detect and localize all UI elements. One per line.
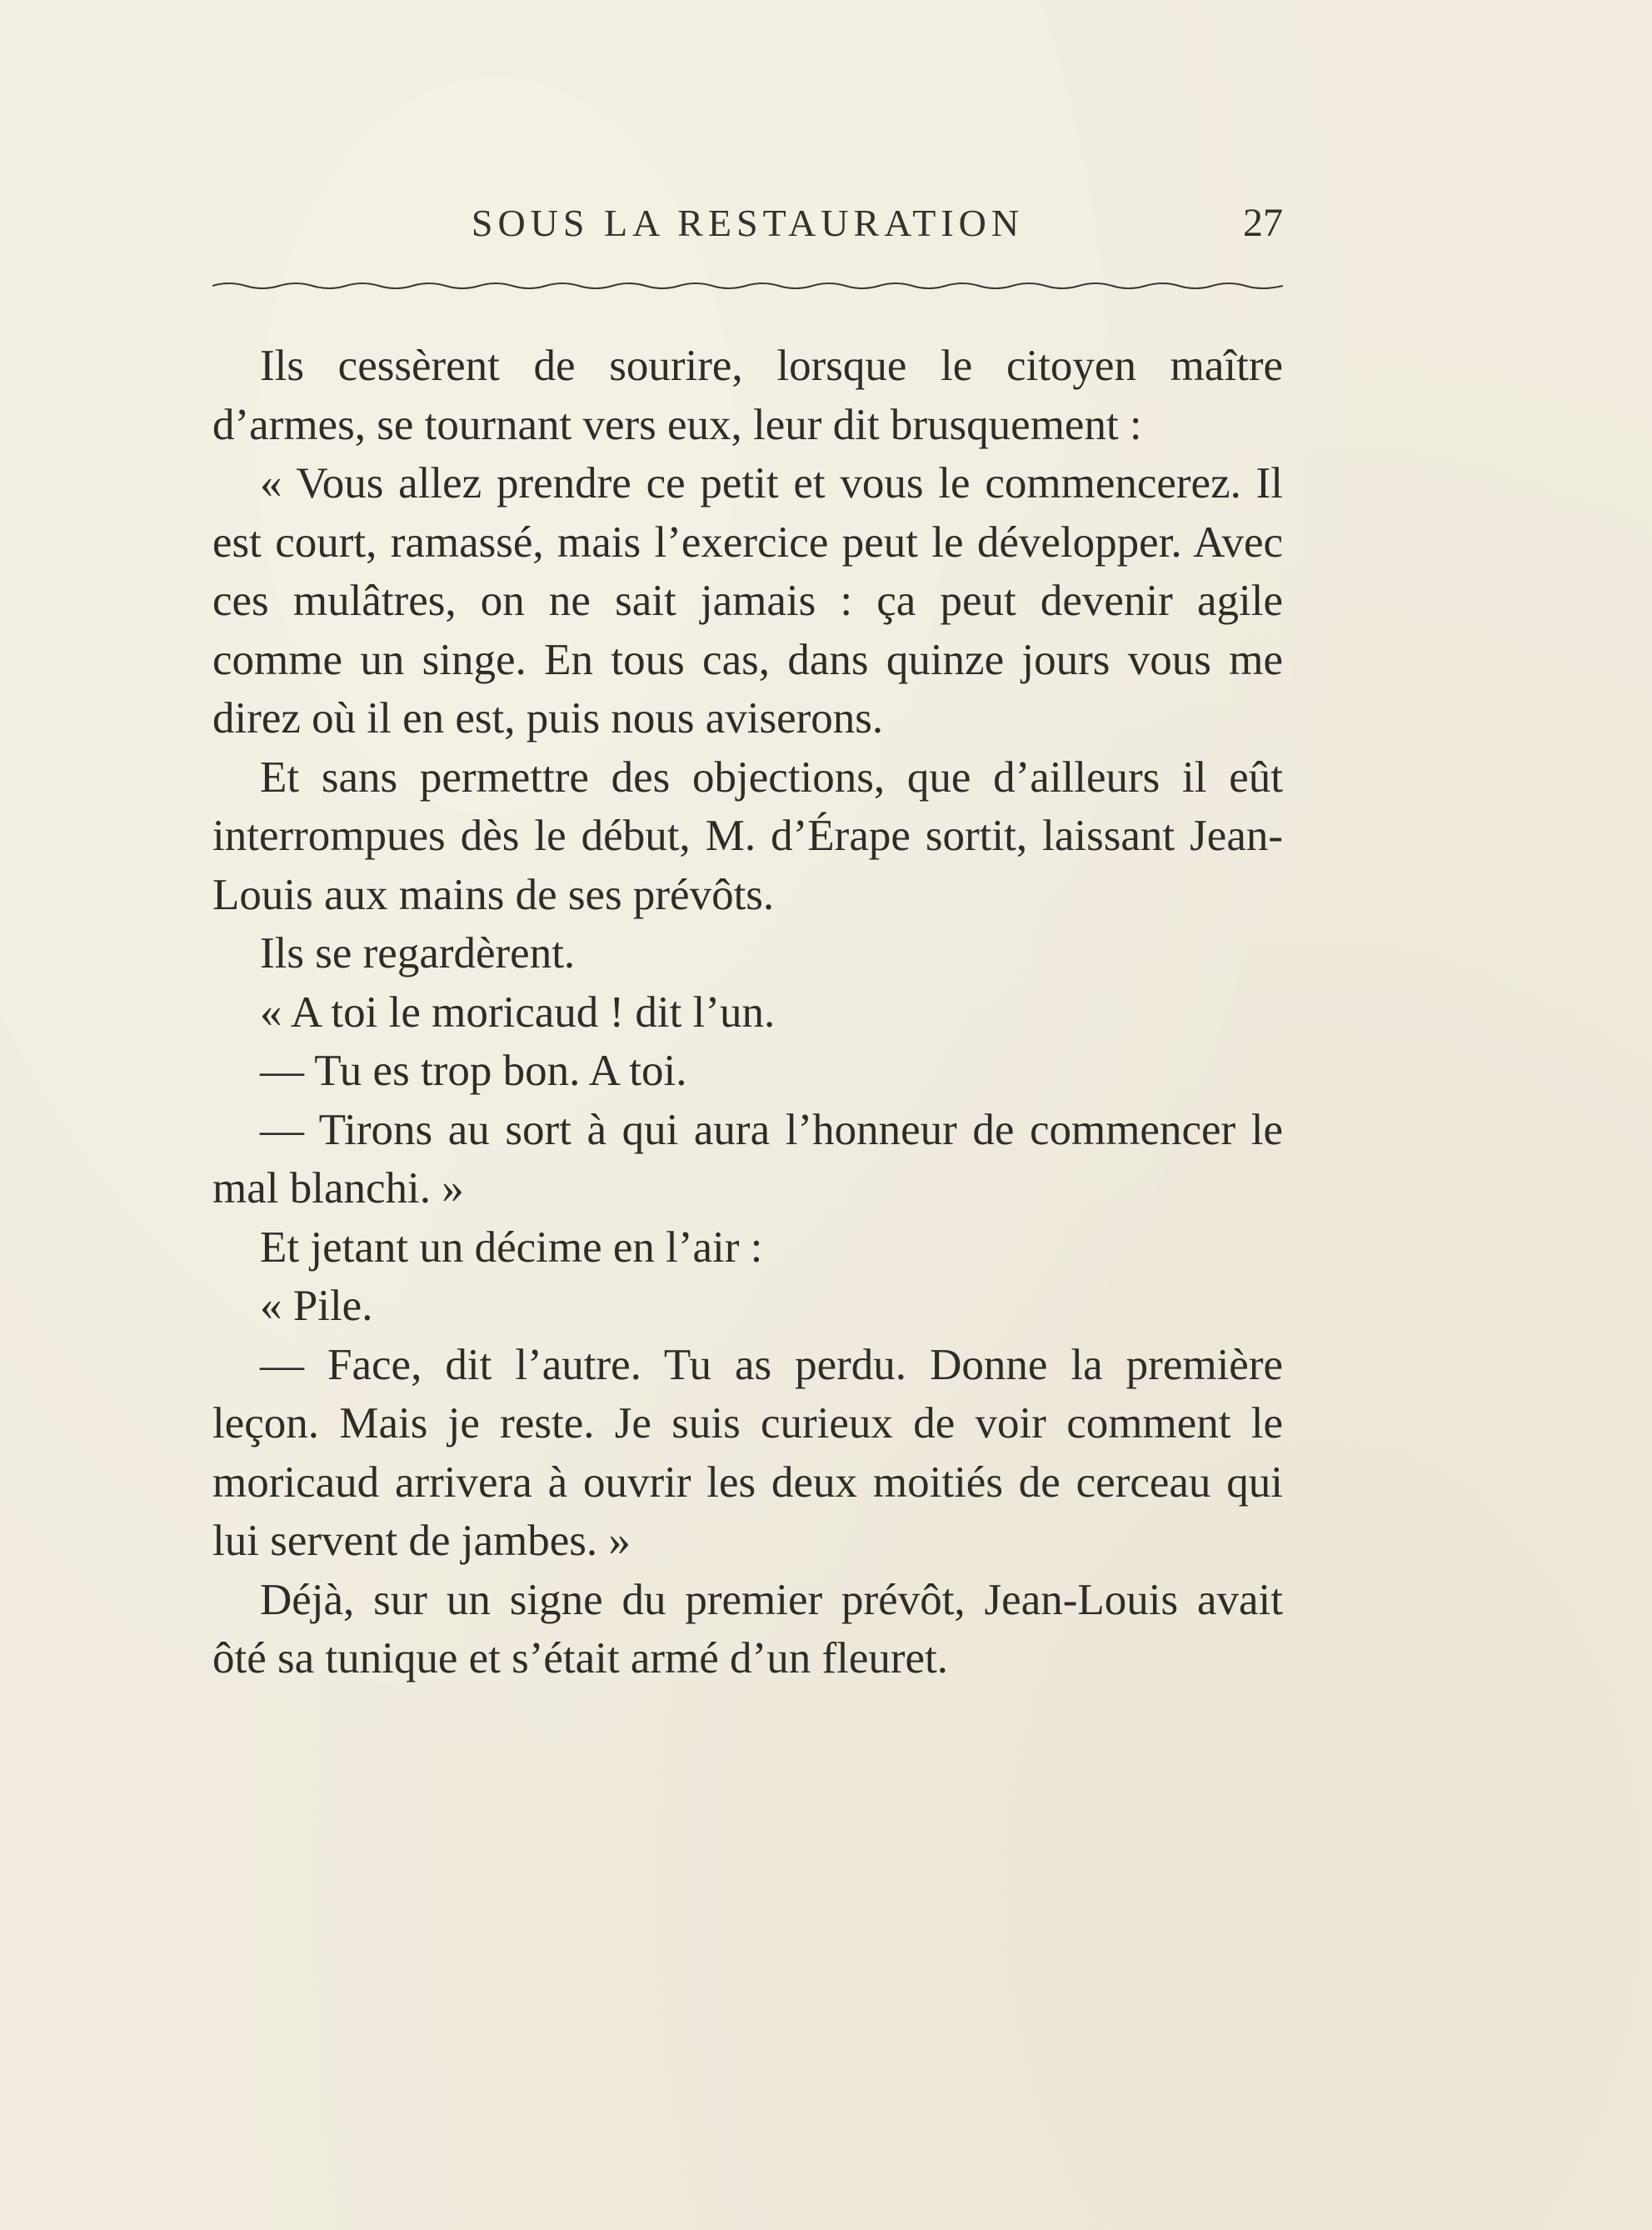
paragraph: — Tu es trop bon. A toi. xyxy=(260,1047,687,1095)
paragraph: — Tirons au sort à qui aura l’honneur de commencer le mal blanchi. » xyxy=(212,1105,1283,1212)
paragraph: Déjà, sur un signe du premier prévôt, Jean-Louis avait ôté sa tunique et s’était armé d’un fleuret. xyxy=(212,1575,1283,1682)
paragraph: Et jetant un décime en l’air : xyxy=(260,1222,763,1272)
page-number: 27 xyxy=(1243,201,1283,245)
paragraph: « Vous allez prendre ce petit et vous le commencerez. Il est court, ramassé, mais l’exercice peut le développer. Avec ces mulâtres, on ne sait jamais : ça peut devenir agile comme un singe. En tous cas, dans quinze jours vous me direz où il en est, puis nous aviserons. xyxy=(212,459,1283,742)
paragraph: « A toi le moricaud ! dit l’un. xyxy=(260,988,776,1037)
body-text xyxy=(212,337,1283,1688)
wavy-rule-ornament xyxy=(212,278,1283,290)
paragraph: — Face, dit l’autre. Tu as perdu. Donne la première leçon. Mais je reste. Je suis curieux de voir comment le moricaud arrivera à ouvrir les deux moitiés de cerceau qui lui servent de jambes. » xyxy=(212,1340,1283,1565)
paragraph: Et sans permettre des objections, que d’ailleurs il eût interrompues dès le début, M. d’Érape sortit, laissant Jean-Louis aux mains de ses prévôts. xyxy=(212,752,1283,919)
paragraph: « Pile. xyxy=(260,1282,373,1330)
running-head xyxy=(212,198,1283,248)
running-title: SOUS LA RESTAURATION xyxy=(471,202,1025,244)
paragraph: Ils cessèrent de sourire, lorsque le citoyen maître d’armes, se tournant vers eux, leur dit brusquement : xyxy=(212,342,1283,449)
paragraph: Ils se regardèrent. xyxy=(260,929,576,978)
